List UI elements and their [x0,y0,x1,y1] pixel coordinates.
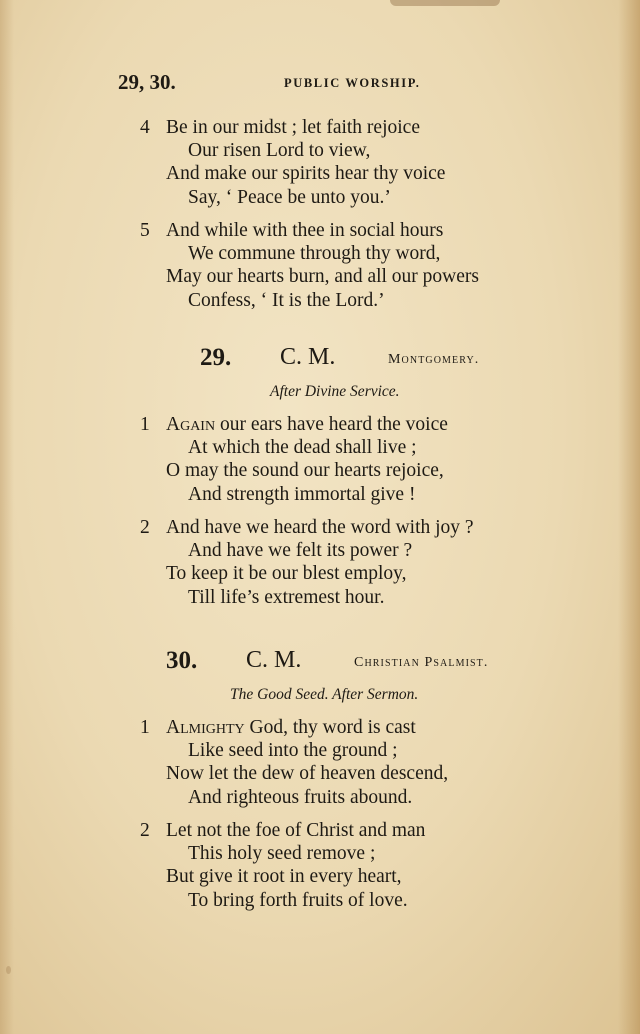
verse-line: Till life’s extremest hour. [188,586,385,608]
stanza-number: 4 [140,117,150,138]
verse-line: May our hearts burn, and all our powers [166,266,479,288]
verse-line: But give it root in every heart, [166,866,402,888]
verse-line: 5 And while with thee in social hours [140,220,444,241]
hymn-number: 30. [166,647,198,674]
verse-line: Like seed into the ground ; [188,740,398,762]
verse-line: We commune through thy word, [188,243,441,265]
verse-line: 2 And have we heard the word with joy ? [140,517,474,538]
verse-line: At which the dead shall live ; [188,437,417,459]
hymn-author: Christian Psalmist. [354,655,489,670]
stanza-4 [140,116,580,209]
hymn-30-occasion: The Good Seed. After Sermon. [230,686,419,703]
stanza-number: 1 [140,414,150,435]
verse-line: O may the sound our hearts rejoice, [166,460,444,482]
verse-line: And strength immortal give ! [188,483,416,505]
verse-line: 4 Be in our midst ; let faith rejoice [140,117,420,138]
first-word: Almighty [166,717,245,738]
stanza-number: 2 [140,820,150,841]
stanza-number: 5 [140,220,150,241]
verse-line: 1 Almighty God, thy word is cast [140,717,416,738]
first-word: Again [166,414,216,435]
verse-line: And righteous fruits abound. [188,786,413,808]
hymn-30-heading [166,647,586,683]
verse-line: 1 Again our ears have heard the voice [140,414,448,435]
verse-line: Now let the dew of heaven descend, [166,763,449,785]
top-stain [390,0,500,6]
hymn-30-stanza-2 [140,819,580,912]
hymn-29-heading [200,344,620,380]
verse-line: Our risen Lord to view, [188,140,371,162]
page-edge-shadow-right [618,0,640,1034]
hymn-meter: C. M. [280,344,336,370]
hymn-29-stanza-2 [140,516,580,609]
verse-line: Say, ‘ Peace be unto you.’ [188,186,391,208]
hymn-30-stanza-1 [140,716,580,809]
page-number: 29, 30. [118,70,176,94]
hymn-meter: C. M. [246,647,302,673]
verse-line: Confess, ‘ It is the Lord.’ [188,289,385,311]
hymn-29-occasion: After Divine Service. [270,383,400,400]
verse-line: This holy seed remove ; [188,843,376,865]
hymn-29-stanza-1 [140,413,580,506]
verse-line: And make our spirits hear thy voice [166,163,446,185]
paper-spot [6,966,11,974]
hymn-author: Montgomery. [388,352,480,367]
verse-line: To keep it be our blest employ, [166,563,407,585]
stanza-number: 1 [140,717,150,738]
stanza-5 [140,219,580,312]
verse-line: 2 Let not the foe of Christ and man [140,820,426,841]
page-edge-shadow-left [0,0,14,1034]
hymn-number: 29. [200,344,232,371]
verse-line: To bring forth fruits of love. [188,889,408,911]
running-head: PUBLIC WORSHIP. [284,76,421,90]
page-header [118,70,438,98]
stanza-number: 2 [140,517,150,538]
verse-line: And have we felt its power ? [188,540,413,562]
